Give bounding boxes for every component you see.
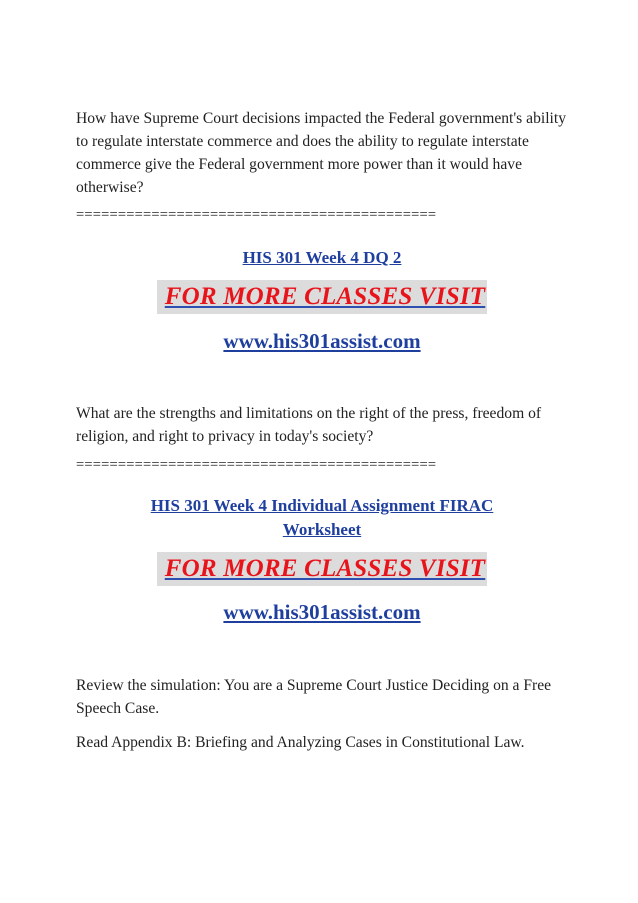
site-link[interactable]: www.his301assist.com	[223, 329, 421, 353]
section-heading-dq2[interactable]: HIS 301 Week 4 DQ 2	[242, 248, 402, 267]
cta-row	[76, 552, 568, 589]
question-interstate-commerce: How have Supreme Court decisions impacted the Federal government's ability to regulate interstate commerce and does the ability to regulate interstate commerce give the Federal government more power than it would have otherwise?	[76, 110, 566, 196]
heading-line-2: Worksheet	[282, 520, 362, 539]
heading-line-1: HIS 301 Week 4 Individual Assignment FIRAC	[150, 496, 494, 515]
cta-row	[76, 280, 568, 317]
section-heading-firac[interactable]	[76, 494, 568, 542]
paragraph-appendix: Read Appendix B: Briefing and Analyzing Cases in Constitutional Law.	[76, 734, 525, 751]
separator-rule: ===========================================	[76, 457, 437, 473]
more-classes-banner: FOR MORE CLASSES VISIT	[157, 552, 488, 586]
separator-rule: ===========================================	[76, 207, 437, 223]
question-rights: What are the strengths and limitations on the right of the press, freedom of religion, and right to privacy in today's society?	[76, 405, 542, 445]
site-link[interactable]: www.his301assist.com	[223, 600, 421, 624]
more-classes-banner: FOR MORE CLASSES VISIT	[157, 280, 488, 314]
paragraph-simulation: Review the simulation: You are a Supreme Court Justice Deciding on a Free Speech Case.	[76, 677, 552, 717]
